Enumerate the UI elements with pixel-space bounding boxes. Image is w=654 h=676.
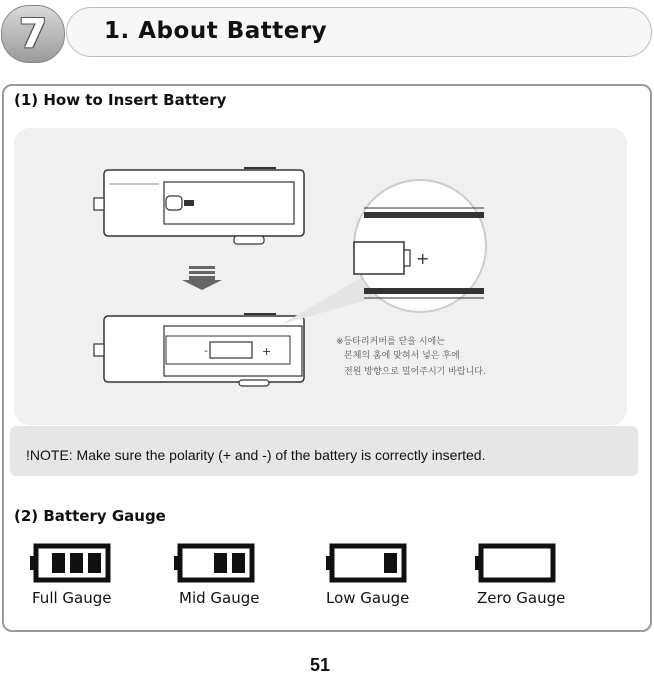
gauge-label-mid: Mid Gauge	[179, 589, 260, 607]
device-top-icon	[94, 168, 304, 244]
korean-note-line1: ※등타리커버를 닫을 시에는	[336, 337, 445, 347]
device-bottom-icon	[94, 314, 304, 386]
korean-note-line2: 본체의 홈에 맞혀서 넣은 후에	[344, 351, 460, 361]
plus-sign-small: +	[262, 345, 272, 358]
chapter-badge	[1, 5, 65, 63]
battery-cell	[232, 553, 245, 573]
battery-cell	[384, 553, 397, 573]
battery-zero-icon	[475, 546, 553, 580]
battery-low-icon	[326, 546, 404, 580]
battery-cell	[52, 553, 65, 573]
gauge-label-zero: Zero Gauge	[477, 589, 566, 607]
polarity-note: !NOTE: Make sure the polarity (+ and -) of the battery is correctly inserted.	[26, 447, 486, 463]
section-title-insert: (1) How to Insert Battery	[14, 91, 227, 109]
page-title: 1. About Battery	[104, 18, 328, 44]
battery-insert-illustration	[14, 128, 627, 425]
chapter-number: 7	[19, 11, 47, 57]
section-title-gauge: (2) Battery Gauge	[14, 507, 166, 525]
gauge-label-low: Low Gauge	[326, 589, 410, 607]
battery-full-icon	[30, 546, 108, 580]
plus-sign-large: +	[416, 249, 430, 268]
battery-gauges	[0, 540, 654, 588]
battery-cell	[214, 553, 227, 573]
korean-note-line3: 전원 방향으로 밀어주시기 바랍니다.	[344, 367, 486, 377]
battery-mid-icon	[174, 546, 252, 580]
battery-cell	[70, 553, 83, 573]
battery-cell	[88, 553, 101, 573]
zoom-callout-icon	[282, 180, 486, 324]
gauge-label-full: Full Gauge	[32, 589, 112, 607]
page-number: 51	[310, 655, 331, 675]
minus-sign: -	[204, 344, 208, 357]
down-arrow-icon	[182, 266, 222, 290]
